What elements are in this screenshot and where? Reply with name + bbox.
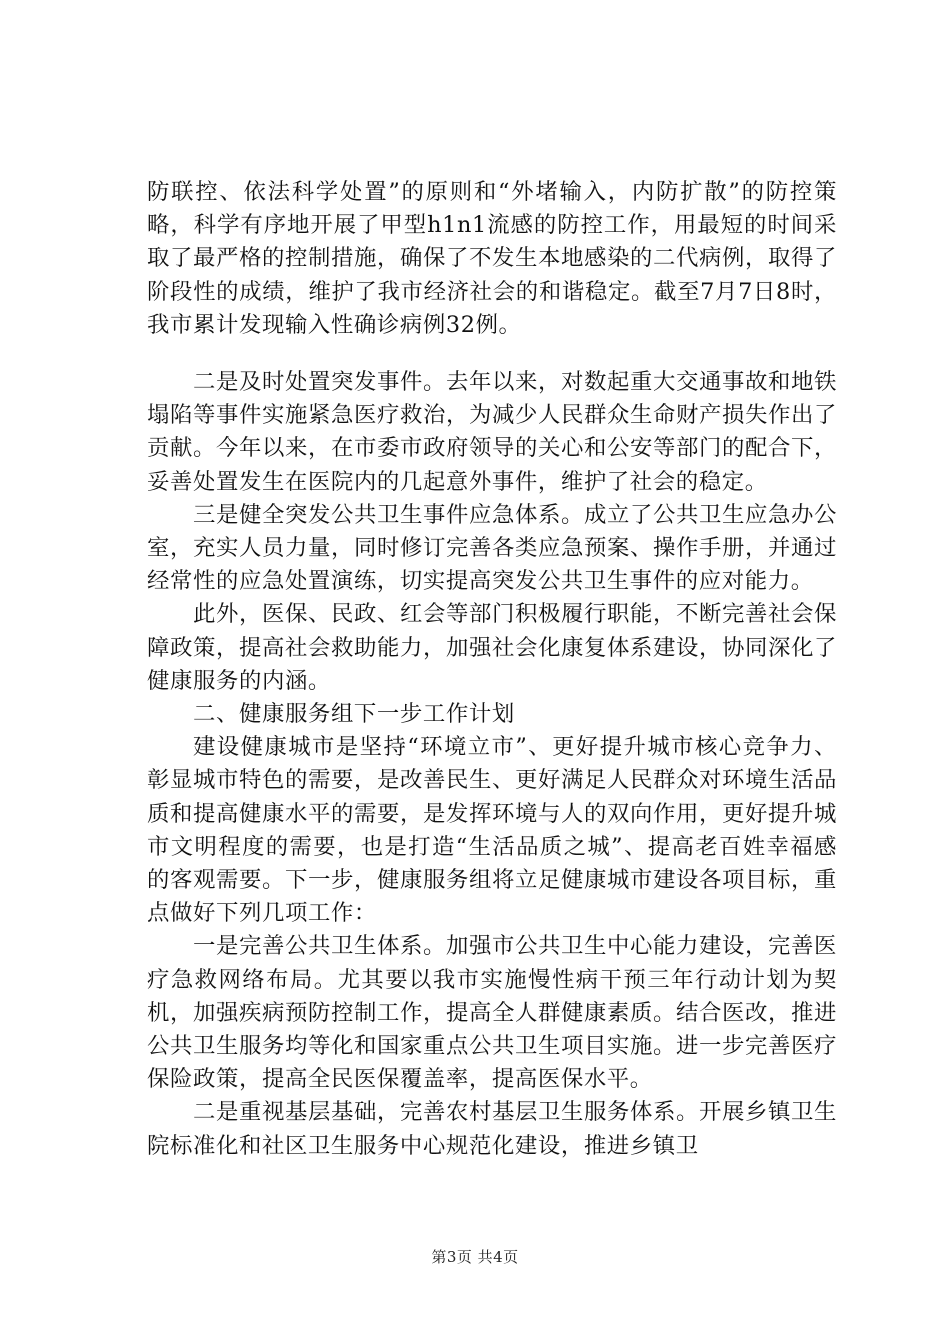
paragraph-grassroots-health: 二是重视基层基础，完善农村基层卫生服务体系。开展乡镇卫生院标准化和社区卫生服务中心规范化建设，推进乡镇卫 [147,1099,837,1159]
section-heading-next-plan: 二、健康服务组下一步工作计划 [193,701,515,728]
paragraph-gap [147,342,837,366]
document-body [147,176,837,1163]
paragraph-emergency-response: 二是及时处置突发事件。去年以来，对数起重大交通事故和地铁塌陷等事件实施紧急医疗救治，为减少人民群众生命财产损失作出了贡献。今年以来，在市委市政府领导的关心和公安等部门的配合下，妥善处置发生在医院内的几起意外事件，维护了社会的稳定。 [147,369,837,495]
paragraph-healthy-city: 建设健康城市是坚持“环境立市”、更好提升城市核心竞争力、彰显城市特色的需要，是改善民生、更好满足人民群众对环境生活品质和提高健康水平的需要，是发挥环境与人的双向作用，更好提升城市文明程度的需要，也是打造“生活品质之城”、提高老百姓幸福感的客观需要。下一步，健康服务组将立足健康城市建设各项目标，重点做好下列几项工作： [147,734,837,927]
page-number-footer: 第3页 共4页 [431,1248,519,1266]
paragraph-epidemic-control: 防联控、依法科学处置”的原则和“外堵输入，内防扩散”的防控策略，科学有序地开展了甲型h1n1流感的防控工作，用最短的时间采取了最严格的控制措施，确保了不发生本地感染的二代病例，取得了阶段性的成绩，维护了我市经济社会的和谐稳定。截至7月7日8时，我市累计发现输入性确诊病例32例。 [147,179,837,338]
paragraph-emergency-system: 三是健全突发公共卫生事件应急体系。成立了公共卫生应急办公室，充实人员力量，同时修订完善各类应急预案、操作手册，并通过经常性的应急处置演练，切实提高突发公共卫生事件的应对能力。 [147,501,837,595]
paragraph-social-security: 此外，医保、民政、红会等部门积极履行职能，不断完善社会保障政策，提高社会救助能力，加强社会化康复体系建设，协同深化了健康服务的内涵。 [147,601,837,694]
paragraph-public-health-system: 一是完善公共卫生体系。加强市公共卫生中心能力建设，完善医疗急救网络布局。尤其要以我市实施慢性病干预三年行动计划为契机，加强疾病预防控制工作，提高全人群健康素质。结合医改，推进公共卫生服务均等化和国家重点公共卫生项目实施。进一步完善医疗保险政策，提高全民医保覆盖率，提高医保水平。 [147,933,837,1093]
